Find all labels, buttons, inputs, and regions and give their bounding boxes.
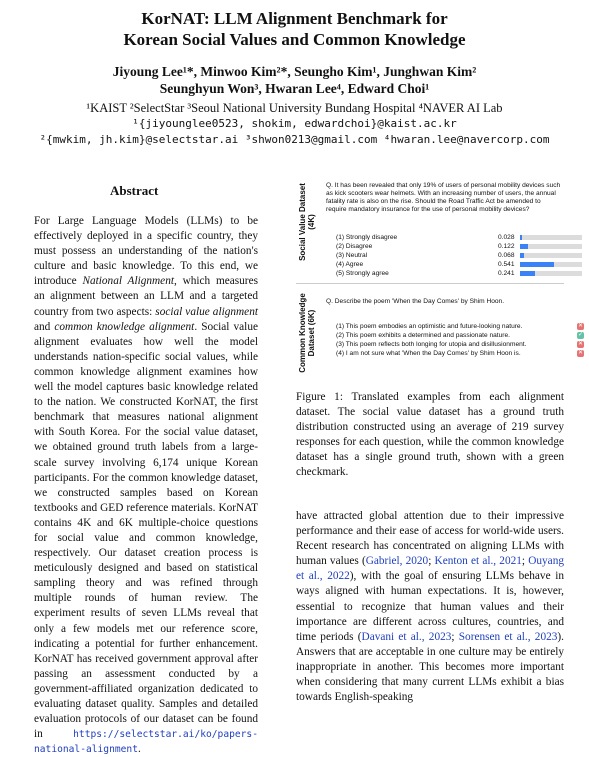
title-line-2: Korean Social Values and Common Knowledge xyxy=(123,30,466,49)
citation-link[interactable]: Gabriel, 2020 xyxy=(365,555,429,568)
proportion-bar xyxy=(520,244,582,249)
common-knowledge-label-text: Common Knowledge Dataset (6K) xyxy=(298,293,316,373)
proportion-bar xyxy=(520,271,582,276)
abstract-emphasis: common knowledge alignment xyxy=(54,320,195,333)
proportion-bar-fill xyxy=(520,271,535,276)
checkmark-icon: ✓ xyxy=(577,332,584,338)
social-option xyxy=(326,270,562,278)
proportion-bar xyxy=(520,253,582,258)
abstract-text: and xyxy=(34,320,55,333)
knowledge-option xyxy=(326,341,584,349)
body-text: have attracted global attention due to their impressive performance and their ease of access for world-wide users. Recent research has concentrated on aligning LLMs with human values ( xyxy=(296,510,564,568)
knowledge-question: Q. Describe the poem 'When the Day Comes' by Shim Hoon. xyxy=(326,298,505,305)
abstract-emphasis: social value alignment xyxy=(155,305,258,318)
title-line-1: KorNAT: LLM Alignment Benchmark for xyxy=(141,9,448,28)
option-label: (3) Neutral xyxy=(336,252,368,259)
social-option xyxy=(326,234,562,242)
proportion-bar xyxy=(520,262,582,267)
citation-link[interactable]: Davani et al., 2023 xyxy=(361,630,452,643)
social-option xyxy=(326,261,562,269)
paper-title xyxy=(0,8,589,50)
proportion-bar-fill xyxy=(520,244,528,249)
figure-caption: Figure 1: Translated examples from each alignment dataset. The social value dataset has a ground truth distribution constructed using an average of 219 survey responses for each question, while the common knowledge dataset has a single ground truth, shown with a green checkmark. xyxy=(296,391,564,479)
option-label: (5) Strongly agree xyxy=(336,270,389,277)
author-list xyxy=(0,63,589,97)
social-value-label-text: Social Value Dataset (4K) xyxy=(298,183,316,261)
option-label: (1) Strongly disagree xyxy=(336,234,398,241)
option-label: (2) Disagree xyxy=(336,243,373,250)
option-label: (1) This poem embodies an optimistic and future-looking nature. xyxy=(336,323,523,330)
knowledge-option xyxy=(326,350,584,358)
affiliations: ¹KAIST ²SelectStar ³Seoul National University Bundang Hospital ⁴NAVER AI Lab xyxy=(86,101,503,115)
intro-paragraph xyxy=(296,509,564,705)
option-proportion: 0.122 xyxy=(498,243,515,250)
emails-line-2: ²{mwkim, jh.kim}@selectstar.ai ³shwon0213@gmail.com ⁴hwaran.lee@navercorp.com xyxy=(39,133,550,146)
proportion-bar-fill xyxy=(520,262,554,267)
social-value-label xyxy=(298,180,316,264)
option-label: (4) I am not sure what 'When the Day Comes' by Shim Hoon is. xyxy=(336,350,521,357)
cross-icon: ✕ xyxy=(577,323,584,329)
body-text: ; xyxy=(451,630,459,643)
affiliations-block xyxy=(0,100,589,148)
cross-icon: ✕ xyxy=(577,341,584,347)
citation-link[interactable]: Kenton et al., 2021 xyxy=(434,555,522,568)
abstract-text: . xyxy=(137,743,141,756)
authors-line-2: Seunghyun Won³, Hwaran Lee⁴, Edward Choi¹ xyxy=(159,81,430,96)
authors-line-1: Jiyoung Lee¹*, Minwoo Kim²*, Seungho Kim¹, Junghwan Kim² xyxy=(112,64,477,79)
option-label: (2) This poem exhibits a determined and passionate nature. xyxy=(336,332,510,339)
social-option xyxy=(326,243,562,251)
abstract-heading: Abstract xyxy=(110,183,159,198)
body-text: ). Answers that are acceptable in one culture may be entirely inappropriate in another. This becomes more important when considering that many current LLMs exhibit a bias towards English-speaking xyxy=(296,630,564,704)
option-label: (4) Agree xyxy=(336,261,364,268)
common-knowledge-label xyxy=(298,292,316,374)
proportion-bar xyxy=(520,235,582,240)
figure-divider xyxy=(296,283,564,284)
cross-icon: ✕ xyxy=(577,350,584,356)
body-text: ; xyxy=(428,555,435,568)
option-proportion: 0.068 xyxy=(498,252,515,259)
knowledge-option xyxy=(326,323,584,331)
body-text: ), with the goal of ensuring LLMs behave in ways aligned with human expectations. It is, however, essential to recognize that human values and their importance are different across cultures, countries, and time periods ( xyxy=(296,570,564,643)
abstract-text: , which measures an alignment between an LLM and a targeted country from two aspects: xyxy=(34,275,258,318)
citation-link[interactable]: Ouyang et al., 2022 xyxy=(296,555,564,583)
abstract-body xyxy=(34,214,258,757)
proportion-bar-fill xyxy=(520,235,522,240)
citation-link[interactable]: Sorensen et al., 2023 xyxy=(458,630,558,643)
abstract-text: For Large Language Models (LLMs) to be effectively deployed in a specific country, they must possess an understanding of the nation's culture and basic knowledge. To this end, we introduce xyxy=(34,215,258,288)
option-label: (3) This poem reflects both longing for utopia and disillusionment. xyxy=(336,341,527,348)
abstract-text: . Social value alignment evaluates how well the model understands nation-specific social values, while common knowledge alignment examines how well the model captures basic knowledge related to the nation. We constructed KorNAT, the first benchmark that measures national alignment with South Korea. For the social value dataset, we obtained ground truth labels from a large-scale survey involving 6,174 unique Korean participants. For the common knowledge dataset, we constructed samples based on Korean textbooks and GED reference materials. KorNAT contains 4K and 6K multiple-choice questions for social value and common knowledge, respectively. Our dataset creation process is meticulously designed and based on statistical sampling theory and was refined through multiple rounds of human review. The experiment results of seven LLMs reveal that only a few models met our reference score, indicating a potential for further enhancement. KorNAT has received government approval after passing an assessment conducted by a government-affiliated organization dedicated to evaluating dataset quality. Samples and detailed evaluation protocols of our dataset can be found in xyxy=(34,320,258,741)
social-question: Q. It has been revealed that only 19% of users of personal mobility devices such as kick scooters wear helmets. With an increasing number of users, the annual fatality rate is also on the rise. Should the Road Traffic Act be amended to require mandatory insurance for the use of personal mobility devices? xyxy=(326,182,561,213)
knowledge-option xyxy=(326,332,584,340)
figure-1 xyxy=(296,178,584,373)
emails-line-1: ¹{jiyounglee0523, shokim, edwardchoi}@kaist.ac.kr xyxy=(132,117,457,130)
abstract-emphasis: National Alignment xyxy=(82,275,174,288)
social-option xyxy=(326,252,562,260)
option-proportion: 0.028 xyxy=(498,234,515,241)
body-text: ; xyxy=(521,555,529,568)
option-proportion: 0.241 xyxy=(498,270,515,277)
option-proportion: 0.541 xyxy=(498,261,515,268)
proportion-bar-fill xyxy=(520,253,524,258)
dataset-link[interactable]: https://selectstar.ai/ko/papers-national-alignment xyxy=(34,729,258,756)
